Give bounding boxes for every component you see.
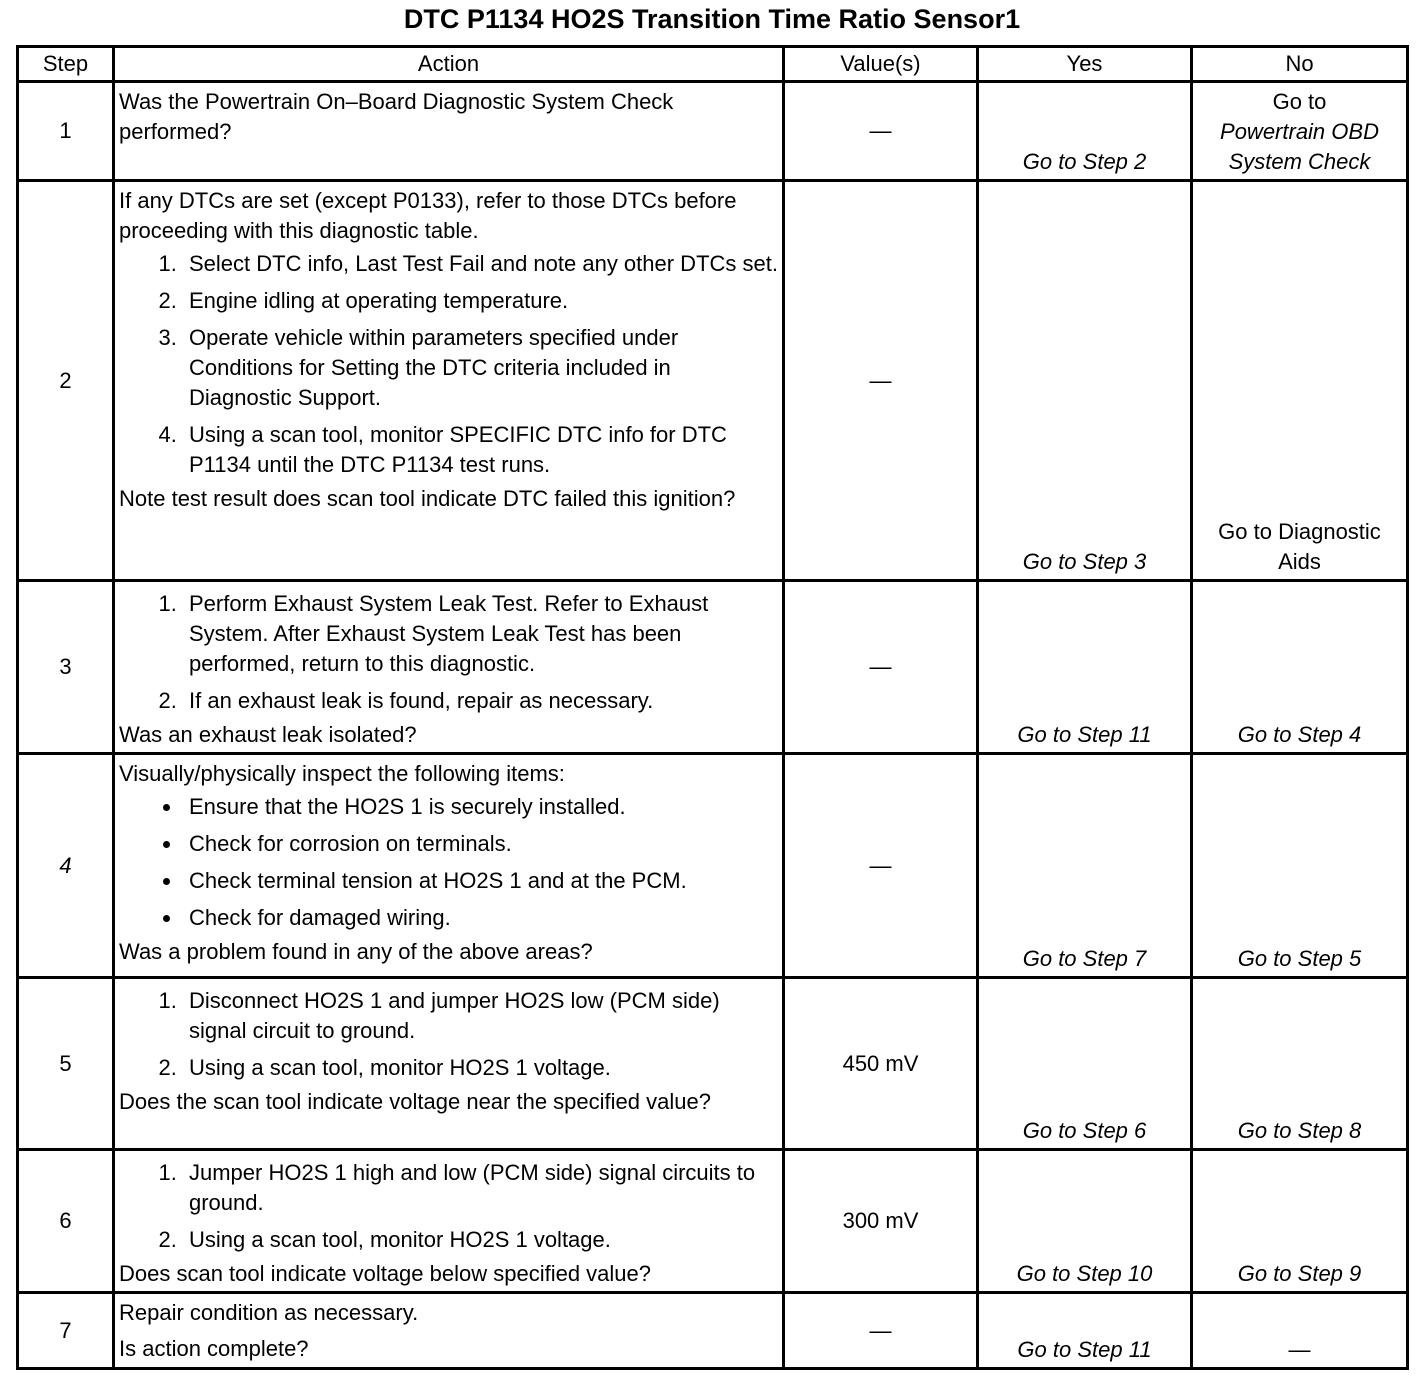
table-row	[18, 1150, 1408, 1293]
action-question: Was a problem found in any of the above areas?	[119, 939, 593, 964]
list-item: 1. Perform Exhaust System Leak Test. Refer to Exhaust System. After Exhaust System Leak Test has been performed, return to this diagnostic.	[183, 589, 778, 679]
yes-cell: Go to Step 11	[978, 581, 1192, 754]
step-number: 2	[18, 181, 114, 581]
list-item: • Check for damaged wiring.	[183, 903, 778, 933]
yes-cell: Go to Step 6	[978, 978, 1192, 1150]
list-item: 2. Engine idling at operating temperature.	[183, 286, 778, 316]
value-cell: 300 mV	[784, 1150, 978, 1293]
no-cell	[1192, 82, 1408, 181]
diagnostic-table	[16, 45, 1409, 1370]
table-row	[18, 1293, 1408, 1369]
no-cell: Go to Step 5	[1192, 754, 1408, 978]
step-number: 4	[18, 754, 114, 978]
table-row	[18, 581, 1408, 754]
list-item: 1. Disconnect HO2S 1 and jumper HO2S low (PCM side) signal circuit to ground.	[183, 986, 778, 1046]
list-item: • Ensure that the HO2S 1 is securely installed.	[183, 792, 778, 822]
action-steps	[119, 249, 778, 480]
yes-cell: Go to Step 2	[978, 82, 1192, 181]
no-cell: Go to Step 8	[1192, 978, 1408, 1150]
header-values: Value(s)	[784, 47, 978, 82]
header-row	[18, 47, 1408, 82]
no-cell: Go to Diagnostic Aids	[1192, 181, 1408, 581]
yes-cell: Go to Step 7	[978, 754, 1192, 978]
list-item: • Check terminal tension at HO2S 1 and at the PCM.	[183, 866, 778, 896]
action-cell	[114, 181, 784, 581]
step-number: 1	[18, 82, 114, 181]
step-number: 7	[18, 1293, 114, 1369]
no-text: Go to	[1272, 89, 1327, 114]
header-action: Action	[114, 47, 784, 82]
action-bullets	[119, 792, 778, 933]
value-cell: —	[784, 82, 978, 181]
table-row	[18, 754, 1408, 978]
value-cell: —	[784, 754, 978, 978]
yes-cell: Go to Step 10	[978, 1150, 1192, 1293]
no-link-text: Powertrain OBD System Check	[1220, 119, 1379, 174]
list-item: 2. If an exhaust leak is found, repair as necessary.	[183, 686, 778, 716]
value-cell: —	[784, 181, 978, 581]
action-question: Is action complete?	[119, 1336, 309, 1361]
value-cell: —	[784, 581, 978, 754]
page-title: DTC P1134 HO2S Transition Time Ratio Sensor1	[403, 4, 1021, 34]
no-cell: Go to Step 9	[1192, 1150, 1408, 1293]
action-steps	[119, 589, 778, 716]
step-number: 6	[18, 1150, 114, 1293]
step-number: 3	[18, 581, 114, 754]
no-cell: —	[1192, 1293, 1408, 1369]
list-item: 2. Using a scan tool, monitor HO2S 1 voltage.	[183, 1053, 778, 1083]
list-item: 2. Using a scan tool, monitor HO2S 1 voltage.	[183, 1225, 778, 1255]
list-item: 4. Using a scan tool, monitor SPECIFIC DTC info for DTC P1134 until the DTC P1134 test runs.	[183, 420, 778, 480]
yes-cell: Go to Step 11	[978, 1293, 1192, 1369]
list-item: 3. Operate vehicle within parameters specified under Conditions for Setting the DTC criteria included in Diagnostic Support.	[183, 323, 778, 413]
action-question: Does the scan tool indicate voltage near the specified value?	[119, 1089, 711, 1114]
action-steps	[119, 1158, 778, 1255]
table-row	[18, 82, 1408, 181]
action-question: Note test result does scan tool indicate DTC failed this ignition?	[119, 486, 736, 511]
action-cell	[114, 1293, 784, 1369]
action-cell	[114, 581, 784, 754]
action-steps	[119, 986, 778, 1083]
list-item: • Check for corrosion on terminals.	[183, 829, 778, 859]
header-step: Step	[18, 47, 114, 82]
step-number: 5	[18, 978, 114, 1150]
table-row	[18, 181, 1408, 581]
list-item: 1. Select DTC info, Last Test Fail and note any other DTCs set.	[183, 249, 778, 279]
action-question: Does scan tool indicate voltage below specified value?	[119, 1261, 651, 1286]
action-text: Was the Powertrain On–Board Diagnostic System Check performed?	[119, 89, 674, 144]
yes-cell: Go to Step 3	[978, 181, 1192, 581]
action-text: Repair condition as necessary.	[119, 1300, 419, 1325]
list-item: 1. Jumper HO2S 1 high and low (PCM side) signal circuits to ground.	[183, 1158, 778, 1218]
value-cell: —	[784, 1293, 978, 1369]
header-yes: Yes	[978, 47, 1192, 82]
action-cell	[114, 82, 784, 181]
action-cell	[114, 978, 784, 1150]
action-question: Was an exhaust leak isolated?	[119, 722, 417, 747]
action-text: If any DTCs are set (except P0133), refer to those DTCs before proceeding with this diagnostic table.	[119, 188, 737, 243]
table-row	[18, 978, 1408, 1150]
action-text: Visually/physically inspect the following items:	[119, 761, 565, 786]
header-no: No	[1192, 47, 1408, 82]
no-cell: Go to Step 4	[1192, 581, 1408, 754]
action-cell	[114, 754, 784, 978]
action-cell	[114, 1150, 784, 1293]
value-cell: 450 mV	[784, 978, 978, 1150]
